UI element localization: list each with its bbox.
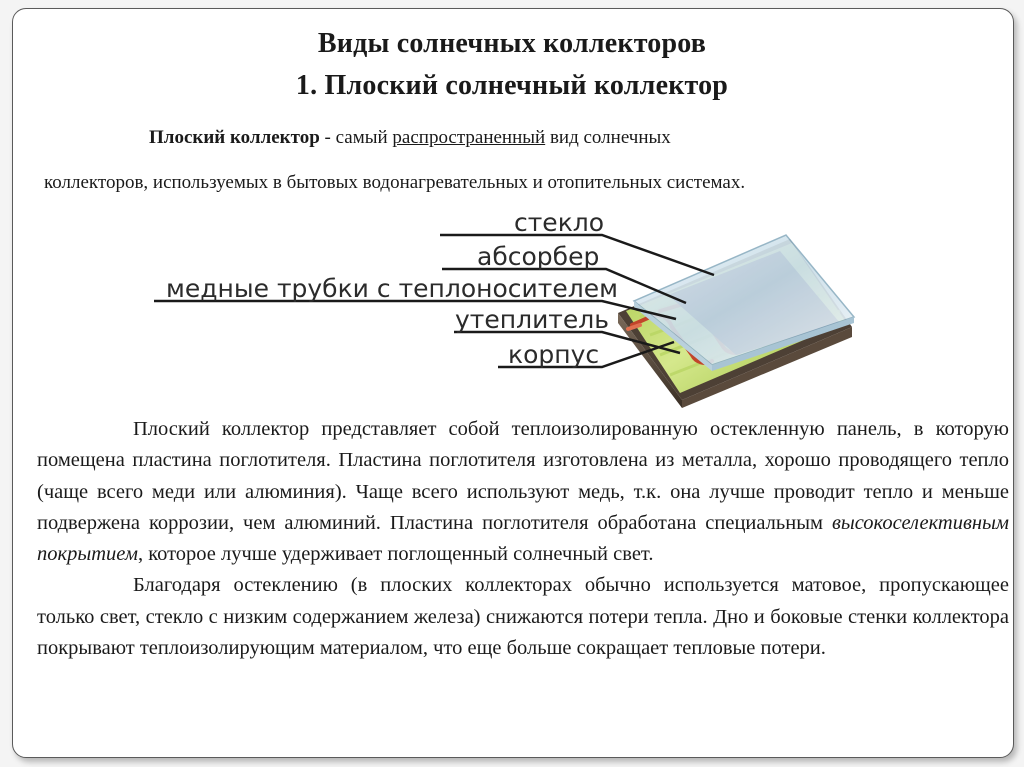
intro-line-2: коллекторов, используемых в бытовых водонагревательных и отопительных системах. [44,172,746,193]
body-paragraph-1 [37,414,1009,570]
slide-subtitle: 1. Плоский солнечный коллектор [295,70,729,101]
intro-underlined-word: распространенный [392,127,546,148]
intro-rest: вид солнечных [545,127,671,148]
slide-title: Виды солнечных коллекторов [317,28,707,59]
intro-line-1 [149,127,671,149]
body-p1-tail: , которое лучше удерживает поглощенный солнечный свет. [137,543,654,566]
collector-diagram [140,205,870,415]
body-text [37,414,1009,664]
label-absorber: абсорбер [477,242,600,271]
intro-term: Плоский коллектор [149,127,320,148]
body-p1-italic: высокоселективным покрытием [37,511,1009,566]
body-p1-text: Плоский коллектор представляет собой теплоизолированную остекленную панель, в которую помещена пластина поглотителя. Пластина поглотителя изготовлена из металла, хорошо проводящего тепло (чаще всего меди или алюминия). Чаще всего используют медь, т.к. она лучше проводит тепло и меньше подвержена коррозии, чем алюминий. Пластина поглотителя обработана специальным [37,418,1009,534]
intro-dash: - самый [319,127,393,148]
body-paragraph-2: Благодаря остеклению (в плоских коллекторах обычно используется матовое, пропускающее только свет, стекло с низким содержанием железа) снижаются потери тепла. Дно и боковые стенки коллектора покрывают теплоизолирующим материалом, что еще больше сокращает тепловые потери. [37,574,1009,660]
label-housing: корпус [508,340,600,369]
label-insulation: утеплитель [455,305,609,334]
label-glass: стекло [514,208,605,237]
label-copper-tubes: медные трубки с теплоносителем [166,274,618,303]
